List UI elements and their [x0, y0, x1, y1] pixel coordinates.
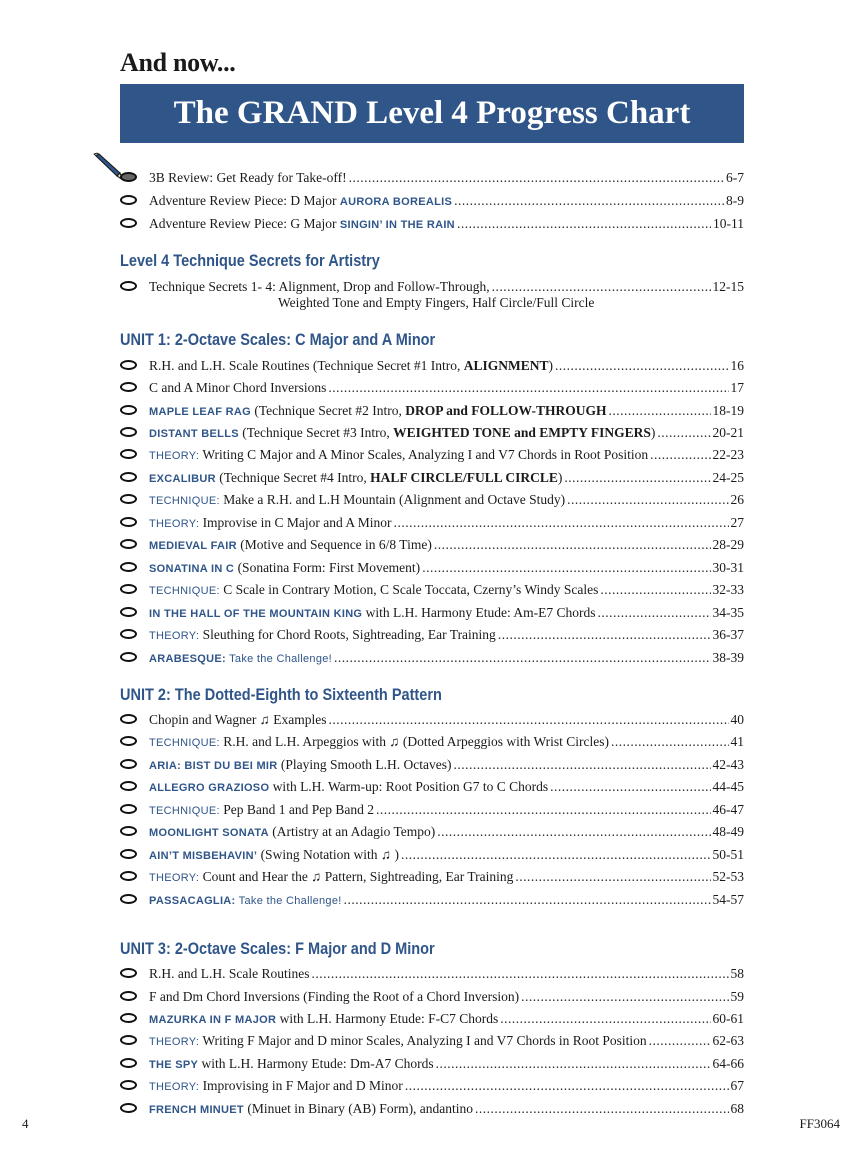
page-range: 48-49: [712, 824, 744, 839]
dot-leader: [498, 625, 711, 645]
page-range: 26: [730, 492, 744, 507]
unit-heading: UNIT 1: 2-Octave Scales: C Major and A Minor: [120, 331, 436, 349]
catalog-number: FF3064: [799, 1116, 840, 1131]
page-range: 17: [730, 380, 744, 395]
dot-leader: [611, 732, 728, 752]
toc-row: [120, 710, 744, 730]
beamed-notes-icon: ♫: [380, 847, 392, 862]
entry-text: FRENCH MINUET (Minuet in Binary (AB) Form), andantino: [149, 1101, 474, 1116]
dot-leader: [422, 558, 710, 578]
dot-leader: [515, 867, 710, 887]
progress-oval-icon[interactable]: [120, 382, 137, 392]
dot-leader: [394, 513, 729, 533]
dot-leader: [567, 490, 728, 510]
entry-text: MOONLIGHT SONATA (Artistry at an Adagio Tempo): [149, 824, 436, 839]
entry-text: C and A Minor Chord Inversions: [149, 380, 327, 395]
page-range: 16: [730, 358, 744, 373]
dot-leader: [550, 777, 710, 797]
page-range: 20-21: [712, 425, 744, 440]
progress-oval-icon[interactable]: [120, 804, 137, 814]
dot-leader: [311, 964, 728, 984]
progress-oval-icon[interactable]: [120, 172, 137, 182]
entry-text: DISTANT BELLS (Technique Secret #3 Intro, WEIGHTED TONE and EMPTY FINGERS): [149, 425, 656, 440]
toc-row: [120, 445, 744, 465]
progress-oval-icon[interactable]: [120, 991, 137, 1001]
progress-oval-icon[interactable]: [120, 736, 137, 746]
toc-row: [120, 513, 744, 533]
section-heading: Level 4 Technique Secrets for Artistry: [120, 252, 380, 270]
entry-text: Chopin and Wagner ♫ Examples: [149, 712, 327, 727]
toc-row: [120, 1076, 744, 1096]
dot-leader: [401, 845, 711, 865]
beamed-notes-icon: ♫: [389, 734, 400, 749]
progress-oval-icon[interactable]: [120, 360, 137, 370]
entry-text: MAZURKA IN F MAJOR with L.H. Harmony Etude: F-C7 Chords: [149, 1011, 499, 1026]
beamed-notes-icon: ♫: [311, 869, 322, 884]
dot-leader: [405, 1076, 729, 1096]
dot-leader: [492, 277, 711, 297]
dot-leader: [436, 1054, 711, 1074]
toc-row: [120, 558, 744, 578]
entry-text: THE SPY with L.H. Harmony Etude: Dm-A7 Chords: [149, 1056, 434, 1071]
page-range: 6-7: [726, 170, 744, 185]
toc-row: [120, 277, 744, 297]
progress-oval-icon[interactable]: [120, 195, 137, 205]
page-range: 64-66: [712, 1056, 744, 1071]
progress-oval-icon[interactable]: [120, 652, 137, 662]
entry-text: MEDIEVAL FAIR (Motive and Sequence in 6/8 Time): [149, 537, 432, 552]
entry-text: MAPLE LEAF RAG (Technique Secret #2 Intro, DROP and FOLLOW-THROUGH: [149, 403, 607, 418]
progress-oval-icon[interactable]: [120, 449, 137, 459]
page-range: 41: [730, 734, 744, 749]
toc-row: [120, 468, 744, 488]
entry-text: ALLEGRO GRAZIOSO with L.H. Warm-up: Root Position G7 to C Chords: [149, 779, 549, 794]
entry-text: THEORY: Improvise in C Major and A Minor: [149, 515, 392, 530]
page-range: 38-39: [712, 650, 744, 665]
entry-text: ARIA: BIST DU BEI MIR (Playing Smooth L.H. Octaves): [149, 757, 452, 772]
toc-row: [120, 1031, 744, 1051]
page-number: 4: [22, 1116, 29, 1131]
page-range: 34-35: [712, 605, 744, 620]
page-range: 54-57: [712, 892, 744, 907]
toc-row: [120, 535, 744, 555]
toc-row: [120, 800, 744, 820]
page-range: 36-37: [712, 627, 744, 642]
page-range: 67: [730, 1078, 744, 1093]
progress-oval-icon[interactable]: [120, 714, 137, 724]
toc-row: [120, 867, 744, 887]
entry-text: Adventure Review Piece: G Major SINGIN’ IN THE RAIN: [149, 216, 455, 231]
toc-row: [120, 423, 744, 443]
page-range: 27: [730, 515, 744, 530]
toc-row: [120, 1009, 744, 1029]
progress-oval-icon[interactable]: [120, 1103, 137, 1113]
dot-leader: [454, 191, 724, 211]
toc-row: [120, 1054, 744, 1074]
page-range: 60-61: [712, 1011, 744, 1026]
progress-oval-icon[interactable]: [120, 1035, 137, 1045]
entry-text: TECHNIQUE: Pep Band 1 and Pep Band 2: [149, 802, 374, 817]
dot-leader: [328, 378, 728, 398]
toc-row: [120, 603, 744, 623]
toc-row: [120, 191, 744, 211]
page-range: 22-23: [712, 447, 744, 462]
entry-text: 3B Review: Get Ready for Take-off!: [149, 170, 347, 185]
page-range: 18-19: [712, 403, 744, 418]
progress-oval-icon[interactable]: [120, 894, 137, 904]
page-range: 30-31: [712, 560, 744, 575]
dot-leader: [500, 1009, 710, 1029]
beamed-notes-icon: ♫: [259, 712, 270, 727]
entry-text: PASSACAGLIA: Take the Challenge!: [149, 895, 342, 907]
toc-row: [120, 1099, 744, 1119]
toc-row: [120, 356, 744, 376]
entry-text: SONATINA IN C (Sonatina Form: First Movement): [149, 560, 421, 575]
entry-text: Technique Secrets 1- 4: Alignment, Drop and Follow-Through,: [149, 279, 490, 294]
entry-text: ARABESQUE: Take the Challenge!: [149, 653, 333, 665]
entry-text: THEORY: Sleuthing for Chord Roots, Sightreading, Ear Training: [149, 627, 496, 642]
entry-text: TECHNIQUE: Make a R.H. and L.H Mountain (Alignment and Octave Study): [149, 492, 566, 507]
entry-text: EXCALIBUR (Technique Secret #4 Intro, HALF CIRCLE/FULL CIRCLE): [149, 470, 563, 485]
progress-oval-icon[interactable]: [120, 218, 137, 228]
toc-row: [120, 490, 744, 510]
dot-leader: [598, 603, 711, 623]
dot-leader: [344, 890, 711, 910]
page-range: 59: [730, 989, 744, 1004]
toc-row: [120, 580, 744, 600]
entry-subtext: Weighted Tone and Empty Fingers, Half Circle/Full Circle: [278, 295, 595, 310]
toc-row: [120, 822, 744, 842]
page-range: 8-9: [726, 193, 744, 208]
entry-text: THEORY: Writing C Major and A Minor Scales, Analyzing I and V7 Chords in Root Position: [149, 447, 649, 462]
progress-oval-icon[interactable]: [120, 826, 137, 836]
dot-leader: [434, 535, 711, 555]
toc-row: [120, 755, 744, 775]
progress-oval-icon[interactable]: [120, 539, 137, 549]
toc-row: [120, 777, 744, 797]
progress-oval-icon[interactable]: [120, 562, 137, 572]
entry-text: THEORY: Writing F Major and D minor Scales, Analyzing I and V7 Chords in Root Position: [149, 1033, 647, 1048]
entry-text: THEORY: Count and Hear the ♫ Pattern, Sightreading, Ear Training: [149, 869, 514, 884]
page-range: 50-51: [712, 847, 744, 862]
progress-oval-icon[interactable]: [120, 1058, 137, 1068]
page-range: 58: [730, 966, 744, 981]
progress-oval-icon[interactable]: [120, 1080, 137, 1090]
dot-leader: [649, 1031, 711, 1051]
toc-row: [120, 168, 744, 188]
progress-oval-icon[interactable]: [120, 494, 137, 504]
toc-row: [120, 648, 744, 668]
page-range: 24-25: [712, 470, 744, 485]
toc-row: [120, 732, 744, 752]
entry-text: AIN’T MISBEHAVIN’ (Swing Notation with ♫ ): [149, 847, 399, 862]
page-range: 32-33: [712, 582, 744, 597]
progress-oval-icon[interactable]: [120, 427, 137, 437]
progress-oval-icon[interactable]: [120, 849, 137, 859]
progress-oval-icon[interactable]: [120, 629, 137, 639]
dot-leader: [349, 168, 724, 188]
progress-oval-icon[interactable]: [120, 1013, 137, 1023]
progress-oval-icon[interactable]: [120, 781, 137, 791]
progress-oval-icon[interactable]: [120, 405, 137, 415]
progress-oval-icon[interactable]: [120, 517, 137, 527]
dot-leader: [555, 356, 729, 376]
toc-row: [120, 401, 744, 421]
unit-heading: UNIT 3: 2-Octave Scales: F Major and D Minor: [120, 940, 435, 958]
unit-heading: UNIT 2: The Dotted-Eighth to Sixteenth Pattern: [120, 686, 442, 704]
progress-oval-icon[interactable]: [120, 584, 137, 594]
page-range: 52-53: [712, 869, 744, 884]
dot-leader: [650, 445, 710, 465]
progress-oval-icon[interactable]: [120, 759, 137, 769]
dot-leader: [609, 401, 711, 421]
entry-text: R.H. and L.H. Scale Routines: [149, 966, 310, 981]
progress-oval-icon[interactable]: [120, 472, 137, 482]
page-range: 42-43: [712, 757, 744, 772]
entry-text: IN THE HALL OF THE MOUNTAIN KING with L.H. Harmony Etude: Am-E7 Chords: [149, 605, 596, 620]
dot-leader: [457, 214, 711, 234]
toc-row: [120, 214, 744, 234]
entry-text: F and Dm Chord Inversions (Finding the Root of a Chord Inversion): [149, 989, 520, 1004]
page-title-banner: The GRAND Level 4 Progress Chart: [120, 84, 744, 143]
toc-row: [120, 378, 744, 398]
progress-oval-icon[interactable]: [120, 281, 137, 291]
page-range: 62-63: [712, 1033, 744, 1048]
page-range: 68: [730, 1101, 744, 1116]
page-range: 46-47: [712, 802, 744, 817]
entry-text: Adventure Review Piece: D Major AURORA BOREALIS: [149, 193, 453, 208]
toc-row: [120, 625, 744, 645]
page-range: 40: [730, 712, 744, 727]
dot-leader: [600, 580, 710, 600]
toc-row: [120, 987, 744, 1007]
page-range: 28-29: [712, 537, 744, 552]
dot-leader: [564, 468, 710, 488]
progress-oval-icon[interactable]: [120, 607, 137, 617]
progress-oval-icon[interactable]: [120, 871, 137, 881]
toc-row: [120, 890, 744, 910]
dot-leader: [376, 800, 711, 820]
toc-row: [120, 845, 744, 865]
progress-oval-icon[interactable]: [120, 968, 137, 978]
entry-text: TECHNIQUE: C Scale in Contrary Motion, C Scale Toccata, Czerny’s Windy Scales: [149, 582, 599, 597]
dot-leader: [475, 1099, 728, 1119]
dot-leader: [657, 423, 710, 443]
toc-row: [120, 964, 744, 984]
dot-leader: [437, 822, 710, 842]
dot-leader: [329, 710, 729, 730]
dot-leader: [454, 755, 711, 775]
entry-text: TECHNIQUE: R.H. and L.H. Arpeggios with ♫ (Dotted Arpeggios with Wrist Circles): [149, 734, 610, 749]
page-range: 10-11: [713, 216, 744, 231]
dot-leader: [334, 648, 710, 668]
entry-text: THEORY: Improvising in F Major and D Minor: [149, 1078, 403, 1093]
page-range: 12-15: [712, 279, 744, 294]
dot-leader: [521, 987, 728, 1007]
intro-heading: And now...: [120, 48, 236, 77]
page-range: 44-45: [712, 779, 744, 794]
entry-text: R.H. and L.H. Scale Routines (Technique Secret #1 Intro, ALIGNMENT): [149, 358, 553, 373]
